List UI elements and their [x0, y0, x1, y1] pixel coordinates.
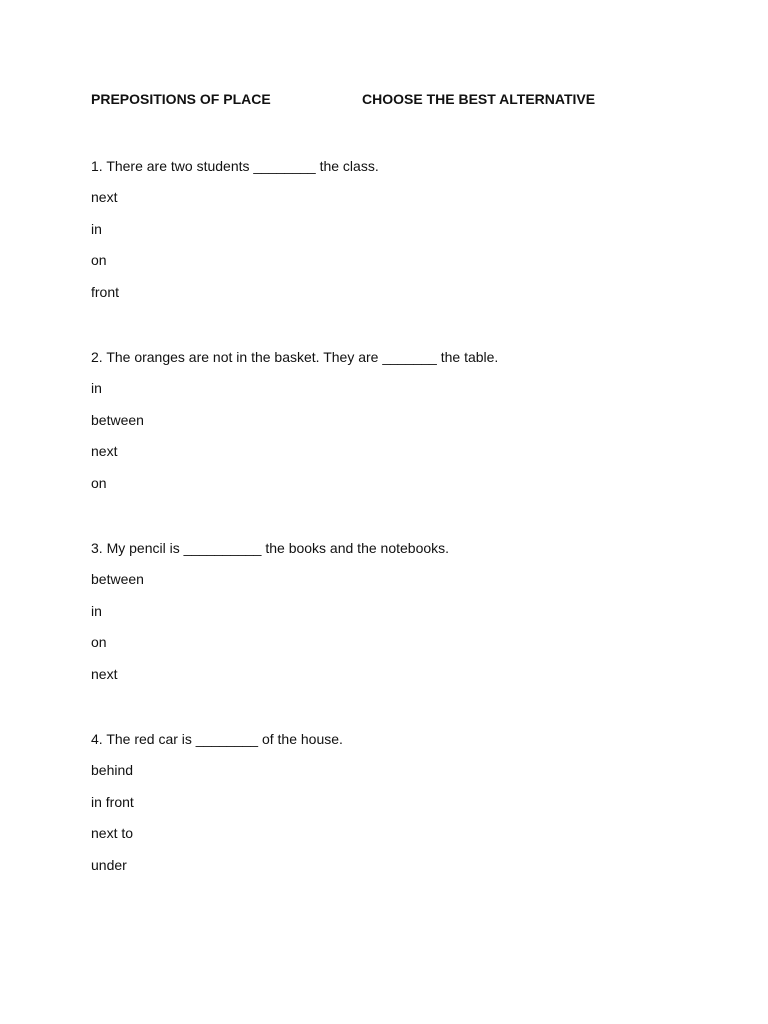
- answer-option: between: [91, 411, 144, 428]
- question-text: 4. The red car is ________ of the house.: [91, 731, 343, 747]
- answer-option: next: [91, 189, 118, 205]
- answer-option: between: [91, 571, 144, 587]
- answer-option: on: [91, 634, 107, 651]
- worksheet-title: PREPOSITIONS OF PLACE: [91, 91, 271, 107]
- answer-option: on: [91, 252, 107, 269]
- question-4: [91, 729, 691, 887]
- question-text: 2. The oranges are not in the basket. They are _______ the table.: [91, 349, 499, 365]
- answer-option: in front: [91, 793, 134, 810]
- answer-option: on: [91, 475, 107, 492]
- answer-option: next: [91, 666, 118, 683]
- answer-option: behind: [91, 762, 134, 778]
- question-text: 3. My pencil is __________ the books and the notebooks.: [91, 540, 450, 556]
- answer-option: next: [91, 443, 118, 460]
- answer-option: in: [91, 602, 102, 619]
- answer-option: next to: [91, 825, 134, 842]
- worksheet-instructions: CHOOSE THE BEST ALTERNATIVE: [362, 91, 596, 107]
- question-3: [91, 538, 691, 696]
- answer-option: front: [91, 284, 120, 301]
- question-2: [91, 347, 691, 505]
- question-text: 1. There are two students ________ the class.: [91, 158, 379, 174]
- answer-option: under: [91, 857, 127, 874]
- answer-option: in: [91, 220, 102, 237]
- answer-option: in: [91, 380, 102, 396]
- worksheet-header: [91, 91, 691, 111]
- question-1: [91, 156, 691, 314]
